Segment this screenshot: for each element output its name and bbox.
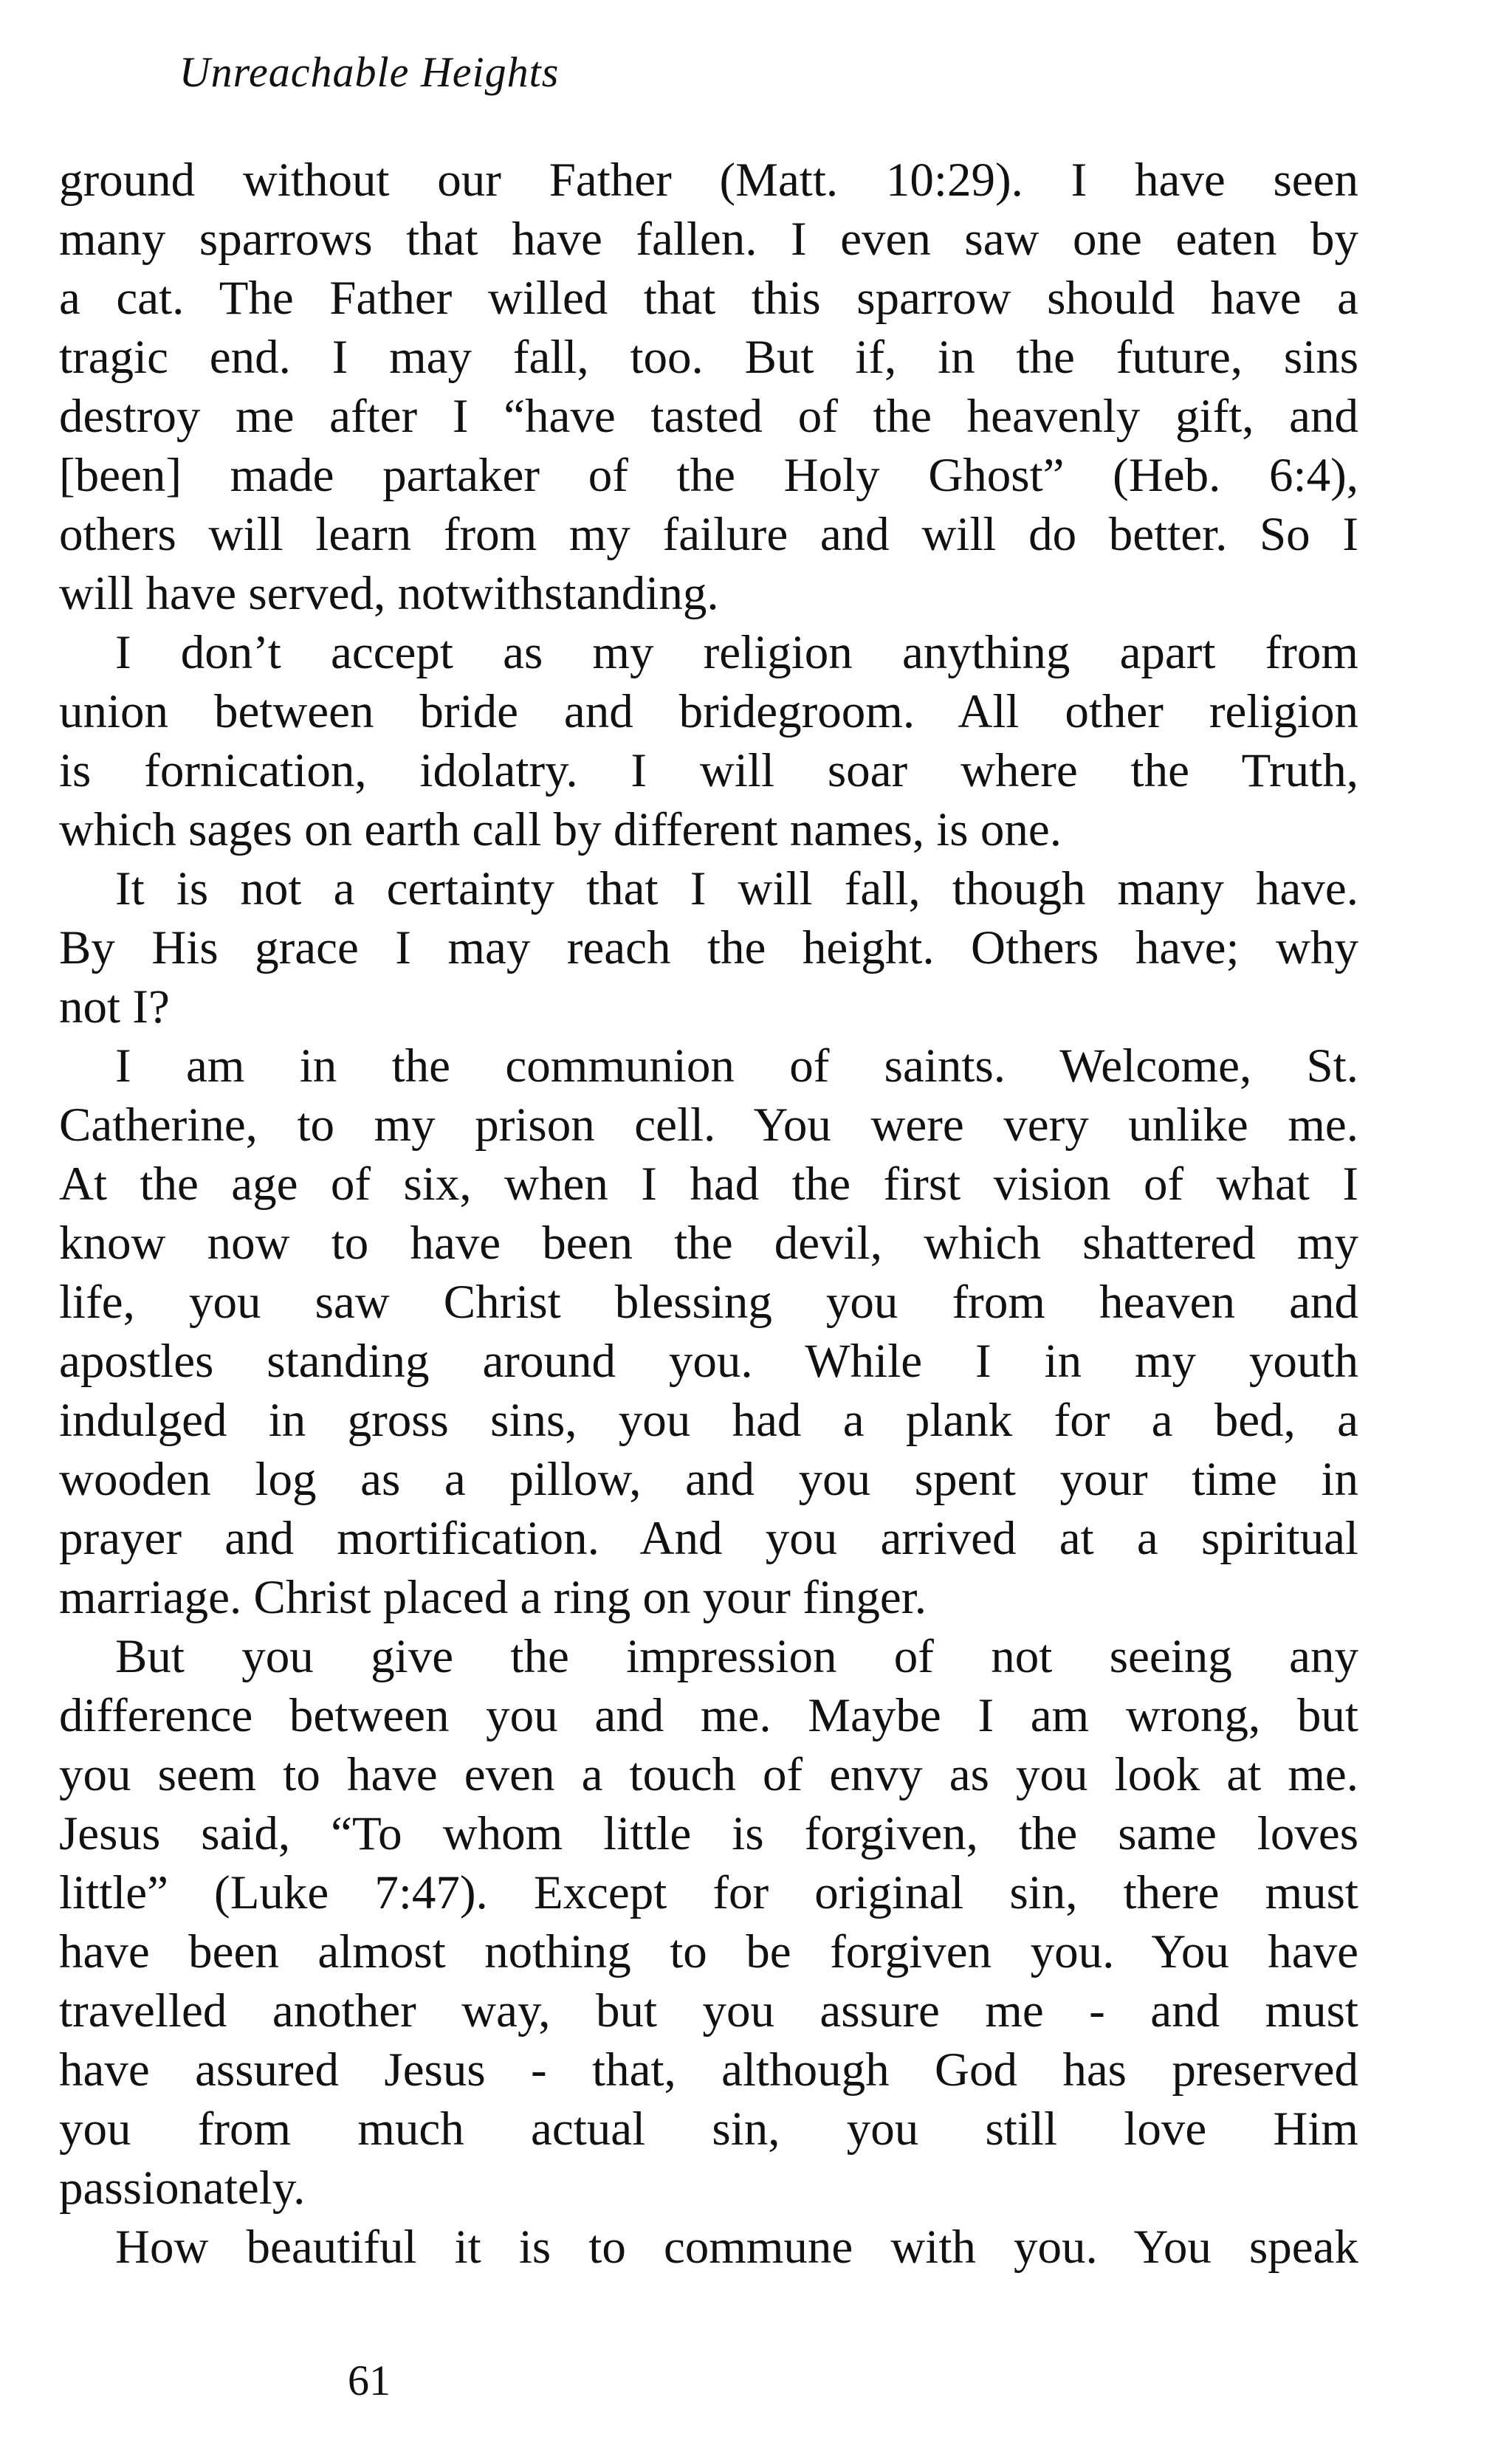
text-line: [been] made partaker of the Holy Ghost” (Heb. 6:4), bbox=[59, 449, 1358, 502]
text-line: is fornication, idolatry. I will soar where the Truth, bbox=[59, 744, 1358, 797]
text-line: you from much actual sin, you still love Him bbox=[59, 2102, 1358, 2156]
text-line: union between bride and bridegroom. All other religion bbox=[59, 685, 1358, 738]
text-line: wooden log as a pillow, and you spent your time in bbox=[59, 1453, 1358, 1506]
text-line: will have served, notwithstanding. bbox=[59, 567, 719, 620]
paragraph-3 bbox=[59, 859, 1358, 1036]
page-number: 61 bbox=[348, 2356, 391, 2404]
body-text bbox=[59, 151, 1358, 2277]
paragraph-6 bbox=[59, 2218, 1358, 2277]
text-line: life, you saw Christ blessing you from heaven and bbox=[59, 1276, 1358, 1329]
paragraph-4 bbox=[59, 1036, 1358, 1627]
text-line: not I? bbox=[59, 980, 170, 1034]
text-line: destroy me after I “have tasted of the heavenly gift, and bbox=[59, 390, 1358, 443]
text-line: know now to have been the devil, which shattered my bbox=[59, 1217, 1358, 1270]
text-line: passionately. bbox=[59, 2162, 306, 2215]
text-line: It is not a certainty that I will fall, though many have. bbox=[115, 862, 1358, 915]
paragraph-1 bbox=[59, 151, 1358, 623]
text-line: ground without our Father (Matt. 10:29). I have seen bbox=[59, 154, 1358, 207]
text-line: Catherine, to my prison cell. You were very unlike me. bbox=[59, 1098, 1358, 1152]
text-line: difference between you and me. Maybe I am wrong, but bbox=[59, 1689, 1358, 1742]
text-line: many sparrows that have fallen. I even saw one eaten by bbox=[59, 213, 1358, 266]
text-line: little” (Luke 7:47). Except for original sin, there must bbox=[59, 1866, 1358, 1919]
text-line: indulged in gross sins, you had a plank for a bed, a bbox=[59, 1394, 1358, 1447]
text-line: a cat. The Father willed that this sparrow should have a bbox=[59, 272, 1358, 325]
text-line: tragic end. I may fall, too. But if, in the future, sins bbox=[59, 331, 1358, 384]
text-line: you seem to have even a touch of envy as you look at me. bbox=[59, 1748, 1358, 1801]
text-line: prayer and mortification. And you arrived at a spiritual bbox=[59, 1512, 1358, 1565]
text-line: apostles standing around you. While I in my youth bbox=[59, 1335, 1358, 1388]
running-head: Unreachable Heights bbox=[179, 48, 560, 96]
paragraph-5 bbox=[59, 1627, 1358, 2218]
paragraph-2 bbox=[59, 623, 1358, 859]
text-line: At the age of six, when I had the first vision of what I bbox=[59, 1158, 1358, 1211]
text-line: which sages on earth call by different names, is one. bbox=[59, 803, 1062, 856]
text-line: But you give the impression of not seeing any bbox=[115, 1630, 1358, 1683]
text-line: have been almost nothing to be forgiven you. You have bbox=[59, 1925, 1358, 1978]
text-line: have assured Jesus - that, although God has preserved bbox=[59, 2043, 1358, 2097]
text-line: marriage. Christ placed a ring on your finger. bbox=[59, 1571, 927, 1624]
text-line: By His grace I may reach the height. Others have; why bbox=[59, 921, 1358, 974]
text-line: I am in the communion of saints. Welcome, St. bbox=[115, 1039, 1358, 1093]
text-line: Jesus said, “To whom little is forgiven, the same loves bbox=[59, 1807, 1358, 1860]
text-line: travelled another way, but you assure me - and must bbox=[59, 1984, 1358, 2038]
text-line: others will learn from my failure and will do better. So I bbox=[59, 508, 1358, 561]
text-line: I don’t accept as my religion anything apart from bbox=[115, 626, 1358, 679]
text-line: How beautiful it is to commune with you. You speak bbox=[115, 2221, 1358, 2274]
